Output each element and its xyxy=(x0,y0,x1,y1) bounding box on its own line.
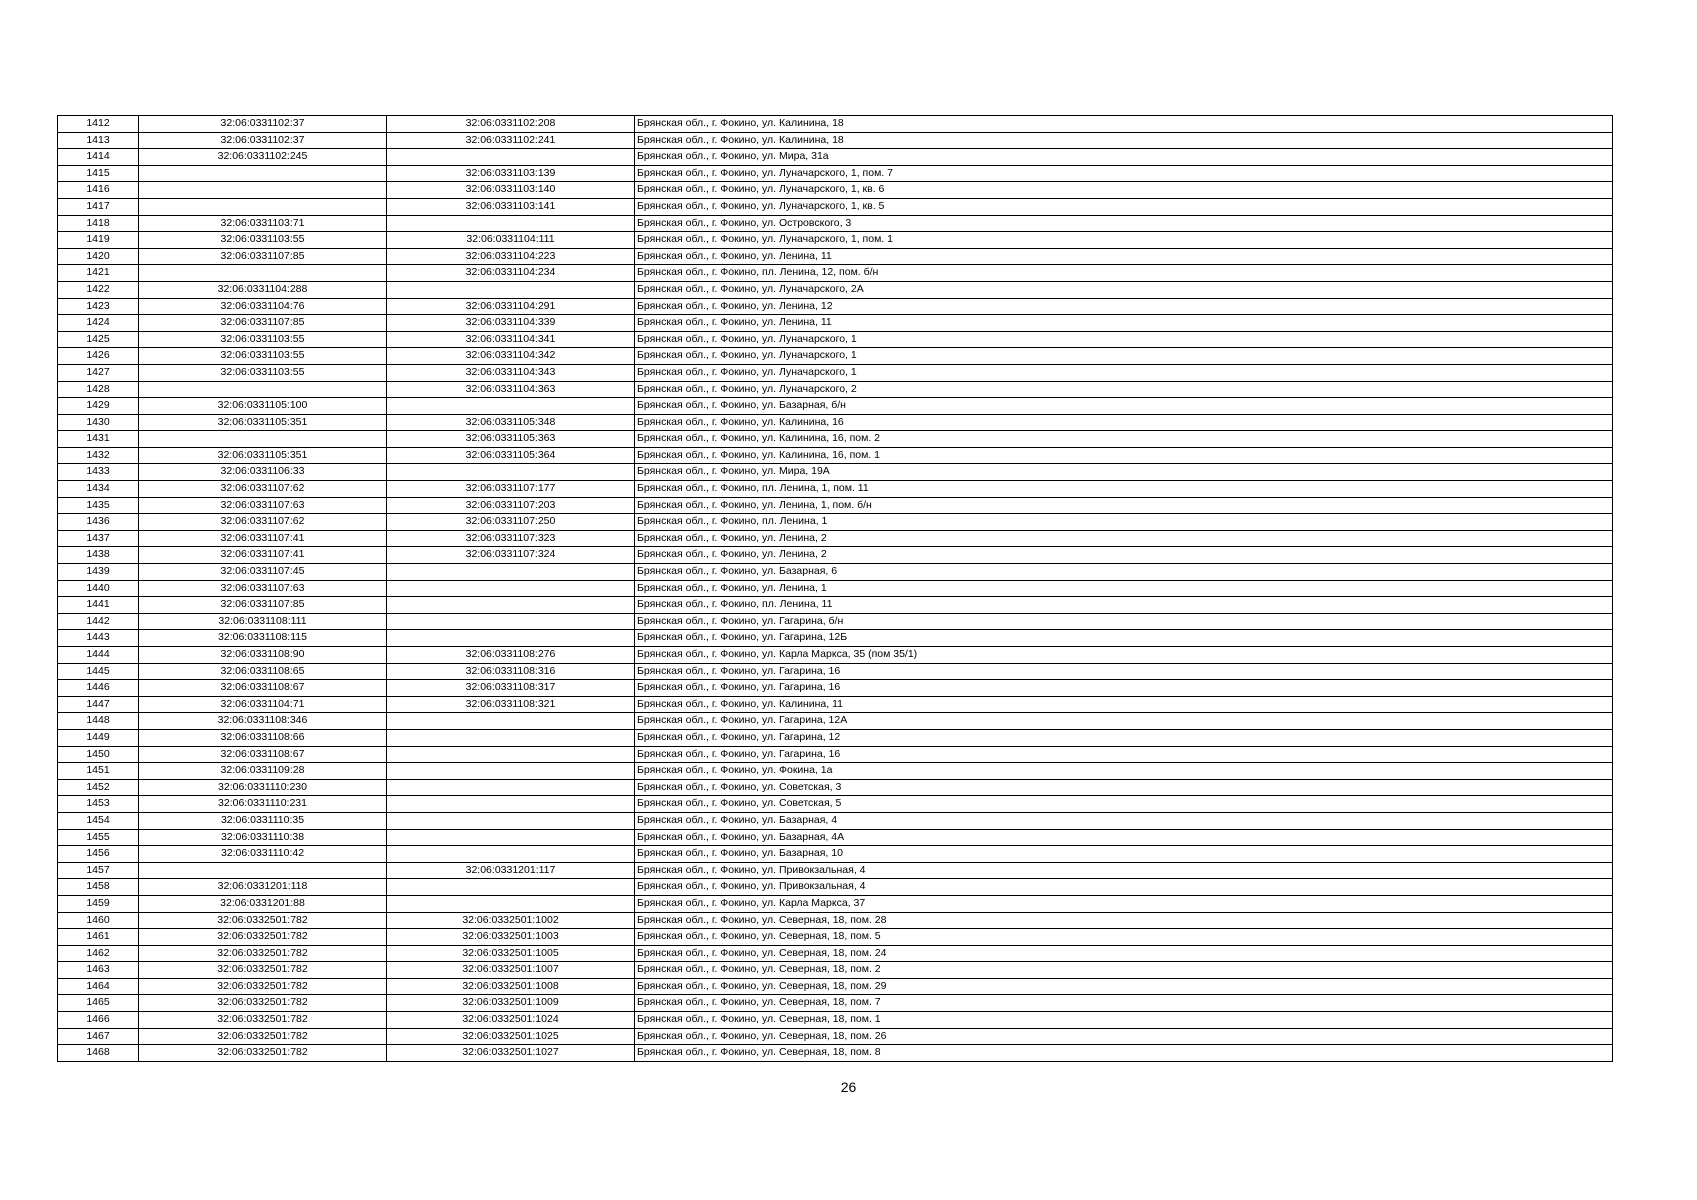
table-row xyxy=(58,315,1613,332)
object-number-cell xyxy=(387,812,635,829)
object-number-cell xyxy=(387,763,635,780)
parcel-number-cell: 32:06:0331108:90 xyxy=(139,647,387,664)
object-number-cell: 32:06:0331104:343 xyxy=(387,364,635,381)
address-cell: Брянская обл., г. Фокино, ул. Гагарина, 16 xyxy=(635,680,1613,697)
object-number-cell: 32:06:0332501:1027 xyxy=(387,1045,635,1062)
address-cell: Брянская обл., г. Фокино, ул. Северная, 18, пом. 8 xyxy=(635,1045,1613,1062)
row-number-cell: 1457 xyxy=(58,862,139,879)
object-number-cell: 32:06:0331102:241 xyxy=(387,132,635,149)
row-number-cell: 1435 xyxy=(58,497,139,514)
row-number-cell: 1420 xyxy=(58,248,139,265)
row-number-cell: 1456 xyxy=(58,846,139,863)
row-number-cell: 1458 xyxy=(58,879,139,896)
object-number-cell xyxy=(387,149,635,166)
table-row xyxy=(58,1012,1613,1029)
object-number-cell xyxy=(387,879,635,896)
table-row xyxy=(58,995,1613,1012)
address-cell: Брянская обл., г. Фокино, ул. Ленина, 1, пом. б/н xyxy=(635,497,1613,514)
parcel-number-cell: 32:06:0332501:782 xyxy=(139,1012,387,1029)
row-number-cell: 1451 xyxy=(58,763,139,780)
address-cell: Брянская обл., г. Фокино, ул. Привокзальная, 4 xyxy=(635,879,1613,896)
table-row xyxy=(58,846,1613,863)
parcel-number-cell: 32:06:0331105:351 xyxy=(139,447,387,464)
parcel-number-cell: 32:06:0331107:85 xyxy=(139,248,387,265)
object-number-cell: 32:06:0331105:364 xyxy=(387,447,635,464)
object-number-cell: 32:06:0332501:1007 xyxy=(387,962,635,979)
table-row xyxy=(58,862,1613,879)
row-number-cell: 1452 xyxy=(58,779,139,796)
table-row xyxy=(58,879,1613,896)
address-cell: Брянская обл., г. Фокино, ул. Калинина, 18 xyxy=(635,132,1613,149)
row-number-cell: 1440 xyxy=(58,580,139,597)
address-cell: Брянская обл., г. Фокино, ул. Ленина, 11 xyxy=(635,315,1613,332)
row-number-cell: 1462 xyxy=(58,945,139,962)
parcel-number-cell: 32:06:0331108:346 xyxy=(139,713,387,730)
parcel-number-cell: 32:06:0332501:782 xyxy=(139,929,387,946)
table-row xyxy=(58,663,1613,680)
object-number-cell: 32:06:0331104:223 xyxy=(387,248,635,265)
row-number-cell: 1423 xyxy=(58,298,139,315)
parcel-number-cell: 32:06:0331108:66 xyxy=(139,729,387,746)
address-cell: Брянская обл., г. Фокино, пл. Ленина, 1, пом. 11 xyxy=(635,481,1613,498)
table-row xyxy=(58,547,1613,564)
parcel-number-cell: 32:06:0332501:782 xyxy=(139,995,387,1012)
row-number-cell: 1427 xyxy=(58,364,139,381)
object-number-cell: 32:06:0331107:177 xyxy=(387,481,635,498)
parcel-number-cell: 32:06:0331110:231 xyxy=(139,796,387,813)
object-number-cell xyxy=(387,564,635,581)
object-number-cell: 32:06:0331103:139 xyxy=(387,165,635,182)
row-number-cell: 1431 xyxy=(58,431,139,448)
address-cell: Брянская обл., г. Фокино, ул. Калинина, 16 xyxy=(635,414,1613,431)
address-cell: Брянская обл., г. Фокино, ул. Луначарского, 2 xyxy=(635,381,1613,398)
table-row xyxy=(58,464,1613,481)
parcel-number-cell: 32:06:0331108:115 xyxy=(139,630,387,647)
row-number-cell: 1464 xyxy=(58,978,139,995)
address-cell: Брянская обл., г. Фокино, ул. Северная, 18, пом. 24 xyxy=(635,945,1613,962)
address-cell: Брянская обл., г. Фокино, ул. Луначарского, 1, кв. 6 xyxy=(635,182,1613,199)
row-number-cell: 1445 xyxy=(58,663,139,680)
table-row xyxy=(58,729,1613,746)
object-number-cell: 32:06:0332501:1024 xyxy=(387,1012,635,1029)
row-number-cell: 1465 xyxy=(58,995,139,1012)
object-number-cell xyxy=(387,613,635,630)
object-number-cell xyxy=(387,796,635,813)
address-cell: Брянская обл., г. Фокино, ул. Гагарина, 16 xyxy=(635,663,1613,680)
row-number-cell: 1430 xyxy=(58,414,139,431)
row-number-cell: 1437 xyxy=(58,530,139,547)
object-number-cell: 32:06:0331107:203 xyxy=(387,497,635,514)
table-row xyxy=(58,630,1613,647)
parcel-number-cell: 32:06:0331104:288 xyxy=(139,281,387,298)
parcel-number-cell: 32:06:0331105:351 xyxy=(139,414,387,431)
row-number-cell: 1429 xyxy=(58,398,139,415)
object-number-cell: 32:06:0331201:117 xyxy=(387,862,635,879)
object-number-cell: 32:06:0332501:1002 xyxy=(387,912,635,929)
table-row xyxy=(58,564,1613,581)
object-number-cell xyxy=(387,281,635,298)
object-number-cell: 32:06:0332501:1025 xyxy=(387,1028,635,1045)
row-number-cell: 1436 xyxy=(58,514,139,531)
parcel-number-cell: 32:06:0331110:35 xyxy=(139,812,387,829)
address-cell: Брянская обл., г. Фокино, ул. Карла Маркса, 35 (пом 35/1) xyxy=(635,647,1613,664)
address-cell: Брянская обл., г. Фокино, ул. Базарная, 4А xyxy=(635,829,1613,846)
address-cell: Брянская обл., г. Фокино, ул. Гагарина, 16 xyxy=(635,746,1613,763)
parcel-number-cell: 32:06:0331105:100 xyxy=(139,398,387,415)
table-row xyxy=(58,182,1613,199)
address-cell: Брянская обл., г. Фокино, ул. Карла Маркса, 37 xyxy=(635,895,1613,912)
object-number-cell xyxy=(387,746,635,763)
address-cell: Брянская обл., г. Фокино, ул. Мира, 31а xyxy=(635,149,1613,166)
table-row xyxy=(58,116,1613,133)
address-cell: Брянская обл., г. Фокино, ул. Луначарского, 1 xyxy=(635,331,1613,348)
parcel-number-cell xyxy=(139,182,387,199)
row-number-cell: 1422 xyxy=(58,281,139,298)
address-cell: Брянская обл., г. Фокино, пл. Ленина, 12, пом. б/н xyxy=(635,265,1613,282)
object-number-cell: 32:06:0331107:323 xyxy=(387,530,635,547)
parcel-number-cell xyxy=(139,198,387,215)
parcel-number-cell: 32:06:0331110:38 xyxy=(139,829,387,846)
object-number-cell: 32:06:0331104:342 xyxy=(387,348,635,365)
object-number-cell xyxy=(387,729,635,746)
row-number-cell: 1419 xyxy=(58,232,139,249)
row-number-cell: 1454 xyxy=(58,812,139,829)
address-cell: Брянская обл., г. Фокино, ул. Базарная, б/н xyxy=(635,398,1613,415)
table-row xyxy=(58,381,1613,398)
parcel-number-cell: 32:06:0332501:782 xyxy=(139,978,387,995)
row-number-cell: 1418 xyxy=(58,215,139,232)
row-number-cell: 1413 xyxy=(58,132,139,149)
address-cell: Брянская обл., г. Фокино, ул. Северная, 18, пом. 1 xyxy=(635,1012,1613,1029)
table-row xyxy=(58,713,1613,730)
parcel-number-cell: 32:06:0331107:63 xyxy=(139,497,387,514)
parcel-number-cell: 32:06:0331102:245 xyxy=(139,149,387,166)
parcel-number-cell: 32:06:0331108:111 xyxy=(139,613,387,630)
table-row xyxy=(58,447,1613,464)
address-cell: Брянская обл., г. Фокино, ул. Базарная, 10 xyxy=(635,846,1613,863)
table-row xyxy=(58,1045,1613,1062)
table-row xyxy=(58,696,1613,713)
table-row xyxy=(58,232,1613,249)
row-number-cell: 1424 xyxy=(58,315,139,332)
address-cell: Брянская обл., г. Фокино, ул. Луначарского, 1, кв. 5 xyxy=(635,198,1613,215)
address-cell: Брянская обл., г. Фокино, ул. Калинина, 11 xyxy=(635,696,1613,713)
address-cell: Брянская обл., г. Фокино, ул. Привокзальная, 4 xyxy=(635,862,1613,879)
parcel-number-cell: 32:06:0332501:782 xyxy=(139,912,387,929)
row-number-cell: 1417 xyxy=(58,198,139,215)
parcel-number-cell: 32:06:0331103:55 xyxy=(139,348,387,365)
table-row xyxy=(58,978,1613,995)
parcel-number-cell: 32:06:0331103:55 xyxy=(139,364,387,381)
address-cell: Брянская обл., г. Фокино, ул. Ленина, 11 xyxy=(635,248,1613,265)
table-row xyxy=(58,962,1613,979)
address-cell: Брянская обл., г. Фокино, ул. Северная, 18, пом. 26 xyxy=(635,1028,1613,1045)
parcel-number-cell: 32:06:0331104:71 xyxy=(139,696,387,713)
parcel-number-cell: 32:06:0331103:55 xyxy=(139,331,387,348)
table-row xyxy=(58,132,1613,149)
parcel-number-cell: 32:06:0331103:55 xyxy=(139,232,387,249)
address-cell: Брянская обл., г. Фокино, ул. Гагарина, 12А xyxy=(635,713,1613,730)
address-cell: Брянская обл., г. Фокино, ул. Северная, 18, пом. 5 xyxy=(635,929,1613,946)
table-row xyxy=(58,895,1613,912)
object-number-cell: 32:06:0331108:321 xyxy=(387,696,635,713)
table-row xyxy=(58,580,1613,597)
row-number-cell: 1439 xyxy=(58,564,139,581)
address-cell: Брянская обл., г. Фокино, ул. Северная, 18, пом. 2 xyxy=(635,962,1613,979)
object-number-cell: 32:06:0331108:276 xyxy=(387,647,635,664)
parcel-number-cell: 32:06:0331107:62 xyxy=(139,481,387,498)
object-number-cell: 32:06:0332501:1009 xyxy=(387,995,635,1012)
object-number-cell xyxy=(387,597,635,614)
address-cell: Брянская обл., г. Фокино, ул. Ленина, 2 xyxy=(635,547,1613,564)
table-row xyxy=(58,414,1613,431)
object-number-cell: 32:06:0331104:363 xyxy=(387,381,635,398)
object-number-cell: 32:06:0332501:1003 xyxy=(387,929,635,946)
table-row xyxy=(58,763,1613,780)
parcel-number-cell: 32:06:0331107:85 xyxy=(139,315,387,332)
object-number-cell: 32:06:0331107:250 xyxy=(387,514,635,531)
parcel-number-cell: 32:06:0331107:85 xyxy=(139,597,387,614)
address-cell: Брянская обл., г. Фокино, ул. Мира, 19А xyxy=(635,464,1613,481)
parcel-number-cell: 32:06:0331201:118 xyxy=(139,879,387,896)
table-row xyxy=(58,215,1613,232)
address-cell: Брянская обл., г. Фокино, ул. Калинина, 18 xyxy=(635,116,1613,133)
row-number-cell: 1468 xyxy=(58,1045,139,1062)
address-cell: Брянская обл., г. Фокино, ул. Калинина, 16, пом. 2 xyxy=(635,431,1613,448)
object-number-cell: 32:06:0331104:339 xyxy=(387,315,635,332)
parcel-number-cell: 32:06:0331110:230 xyxy=(139,779,387,796)
table-row xyxy=(58,779,1613,796)
table-row xyxy=(58,1028,1613,1045)
table-row xyxy=(58,198,1613,215)
row-number-cell: 1421 xyxy=(58,265,139,282)
object-number-cell xyxy=(387,829,635,846)
object-number-cell xyxy=(387,779,635,796)
cadastral-table xyxy=(57,115,1613,1062)
parcel-number-cell xyxy=(139,862,387,879)
parcel-number-cell: 32:06:0331107:62 xyxy=(139,514,387,531)
address-cell: Брянская обл., г. Фокино, ул. Ленина, 12 xyxy=(635,298,1613,315)
object-number-cell: 32:06:0332501:1005 xyxy=(387,945,635,962)
table-row xyxy=(58,348,1613,365)
table-row xyxy=(58,829,1613,846)
parcel-number-cell: 32:06:0331107:41 xyxy=(139,530,387,547)
object-number-cell: 32:06:0331107:324 xyxy=(387,547,635,564)
parcel-number-cell: 32:06:0331110:42 xyxy=(139,846,387,863)
row-number-cell: 1412 xyxy=(58,116,139,133)
row-number-cell: 1453 xyxy=(58,796,139,813)
row-number-cell: 1444 xyxy=(58,647,139,664)
row-number-cell: 1449 xyxy=(58,729,139,746)
table-row xyxy=(58,530,1613,547)
object-number-cell xyxy=(387,846,635,863)
row-number-cell: 1455 xyxy=(58,829,139,846)
object-number-cell: 32:06:0331103:140 xyxy=(387,182,635,199)
address-cell: Брянская обл., г. Фокино, ул. Базарная, 6 xyxy=(635,564,1613,581)
parcel-number-cell: 32:06:0331107:63 xyxy=(139,580,387,597)
parcel-number-cell: 32:06:0331108:67 xyxy=(139,746,387,763)
row-number-cell: 1450 xyxy=(58,746,139,763)
parcel-number-cell: 32:06:0331106:33 xyxy=(139,464,387,481)
address-cell: Брянская обл., г. Фокино, ул. Калинина, 16, пом. 1 xyxy=(635,447,1613,464)
object-number-cell: 32:06:0331104:111 xyxy=(387,232,635,249)
table-row xyxy=(58,945,1613,962)
address-cell: Брянская обл., г. Фокино, ул. Гагарина, б/н xyxy=(635,613,1613,630)
table-row xyxy=(58,514,1613,531)
parcel-number-cell: 32:06:0331108:65 xyxy=(139,663,387,680)
table-row xyxy=(58,812,1613,829)
table-row xyxy=(58,796,1613,813)
table-row xyxy=(58,929,1613,946)
table-row xyxy=(58,746,1613,763)
address-cell: Брянская обл., г. Фокино, ул. Северная, 18, пом. 7 xyxy=(635,995,1613,1012)
table-row xyxy=(58,912,1613,929)
address-cell: Брянская обл., г. Фокино, пл. Ленина, 11 xyxy=(635,597,1613,614)
object-number-cell: 32:06:0331105:348 xyxy=(387,414,635,431)
table-row xyxy=(58,597,1613,614)
object-number-cell xyxy=(387,398,635,415)
row-number-cell: 1415 xyxy=(58,165,139,182)
parcel-number-cell: 32:06:0331103:71 xyxy=(139,215,387,232)
parcel-number-cell: 32:06:0332501:782 xyxy=(139,945,387,962)
object-number-cell xyxy=(387,630,635,647)
parcel-number-cell: 32:06:0331104:76 xyxy=(139,298,387,315)
address-cell: Брянская обл., г. Фокино, ул. Северная, 18, пом. 28 xyxy=(635,912,1613,929)
row-number-cell: 1432 xyxy=(58,447,139,464)
row-number-cell: 1416 xyxy=(58,182,139,199)
table-row xyxy=(58,248,1613,265)
address-cell: Брянская обл., г. Фокино, ул. Луначарского, 1 xyxy=(635,348,1613,365)
address-cell: Брянская обл., г. Фокино, ул. Базарная, 4 xyxy=(635,812,1613,829)
table-row xyxy=(58,431,1613,448)
object-number-cell xyxy=(387,895,635,912)
row-number-cell: 1466 xyxy=(58,1012,139,1029)
parcel-number-cell: 32:06:0331109:28 xyxy=(139,763,387,780)
row-number-cell: 1461 xyxy=(58,929,139,946)
row-number-cell: 1448 xyxy=(58,713,139,730)
object-number-cell xyxy=(387,580,635,597)
parcel-number-cell: 32:06:0331102:37 xyxy=(139,116,387,133)
address-cell: Брянская обл., г. Фокино, ул. Островского, 3 xyxy=(635,215,1613,232)
object-number-cell: 32:06:0331104:234 xyxy=(387,265,635,282)
parcel-number-cell xyxy=(139,265,387,282)
table-row xyxy=(58,647,1613,664)
row-number-cell: 1426 xyxy=(58,348,139,365)
address-cell: Брянская обл., г. Фокино, ул. Советская, 3 xyxy=(635,779,1613,796)
object-number-cell: 32:06:0331103:141 xyxy=(387,198,635,215)
table-row xyxy=(58,331,1613,348)
table-row xyxy=(58,165,1613,182)
row-number-cell: 1463 xyxy=(58,962,139,979)
table-row xyxy=(58,364,1613,381)
address-cell: Брянская обл., г. Фокино, ул. Советская, 5 xyxy=(635,796,1613,813)
table-row xyxy=(58,398,1613,415)
address-cell: Брянская обл., г. Фокино, ул. Ленина, 1 xyxy=(635,580,1613,597)
table-row xyxy=(58,680,1613,697)
table-row xyxy=(58,613,1613,630)
object-number-cell xyxy=(387,464,635,481)
table-body xyxy=(58,116,1613,1062)
address-cell: Брянская обл., г. Фокино, ул. Северная, 18, пом. 29 xyxy=(635,978,1613,995)
object-number-cell: 32:06:0331104:291 xyxy=(387,298,635,315)
row-number-cell: 1428 xyxy=(58,381,139,398)
object-number-cell xyxy=(387,713,635,730)
parcel-number-cell: 32:06:0332501:782 xyxy=(139,1028,387,1045)
parcel-number-cell: 32:06:0331102:37 xyxy=(139,132,387,149)
row-number-cell: 1414 xyxy=(58,149,139,166)
address-cell: Брянская обл., г. Фокино, ул. Гагарина, 12Б xyxy=(635,630,1613,647)
parcel-number-cell: 32:06:0332501:782 xyxy=(139,962,387,979)
object-number-cell: 32:06:0331105:363 xyxy=(387,431,635,448)
object-number-cell: 32:06:0331104:341 xyxy=(387,331,635,348)
parcel-number-cell: 32:06:0332501:782 xyxy=(139,1045,387,1062)
row-number-cell: 1443 xyxy=(58,630,139,647)
object-number-cell: 32:06:0331108:317 xyxy=(387,680,635,697)
parcel-number-cell: 32:06:0331107:41 xyxy=(139,547,387,564)
parcel-number-cell xyxy=(139,431,387,448)
row-number-cell: 1447 xyxy=(58,696,139,713)
table-row xyxy=(58,149,1613,166)
parcel-number-cell: 32:06:0331107:45 xyxy=(139,564,387,581)
address-cell: Брянская обл., г. Фокино, ул. Фокина, 1а xyxy=(635,763,1613,780)
row-number-cell: 1441 xyxy=(58,597,139,614)
row-number-cell: 1438 xyxy=(58,547,139,564)
parcel-number-cell: 32:06:0331108:67 xyxy=(139,680,387,697)
address-cell: Брянская обл., г. Фокино, ул. Гагарина, 12 xyxy=(635,729,1613,746)
table-row xyxy=(58,265,1613,282)
row-number-cell: 1434 xyxy=(58,481,139,498)
row-number-cell: 1446 xyxy=(58,680,139,697)
address-cell: Брянская обл., г. Фокино, ул. Луначарского, 1, пом. 7 xyxy=(635,165,1613,182)
row-number-cell: 1460 xyxy=(58,912,139,929)
table-row xyxy=(58,497,1613,514)
object-number-cell xyxy=(387,215,635,232)
address-cell: Брянская обл., г. Фокино, ул. Луначарского, 2А xyxy=(635,281,1613,298)
row-number-cell: 1442 xyxy=(58,613,139,630)
object-number-cell: 32:06:0331102:208 xyxy=(387,116,635,133)
table-row xyxy=(58,281,1613,298)
object-number-cell: 32:06:0332501:1008 xyxy=(387,978,635,995)
address-cell: Брянская обл., г. Фокино, ул. Луначарского, 1, пом. 1 xyxy=(635,232,1613,249)
address-cell: Брянская обл., г. Фокино, ул. Луначарского, 1 xyxy=(635,364,1613,381)
parcel-number-cell xyxy=(139,165,387,182)
object-number-cell: 32:06:0331108:316 xyxy=(387,663,635,680)
row-number-cell: 1433 xyxy=(58,464,139,481)
row-number-cell: 1459 xyxy=(58,895,139,912)
row-number-cell: 1425 xyxy=(58,331,139,348)
parcel-number-cell: 32:06:0331201:88 xyxy=(139,895,387,912)
address-cell: Брянская обл., г. Фокино, пл. Ленина, 1 xyxy=(635,514,1613,531)
row-number-cell: 1467 xyxy=(58,1028,139,1045)
table-row xyxy=(58,298,1613,315)
address-cell: Брянская обл., г. Фокино, ул. Ленина, 2 xyxy=(635,530,1613,547)
page-number: 26 xyxy=(840,1079,857,1095)
table-row xyxy=(58,481,1613,498)
parcel-number-cell xyxy=(139,381,387,398)
